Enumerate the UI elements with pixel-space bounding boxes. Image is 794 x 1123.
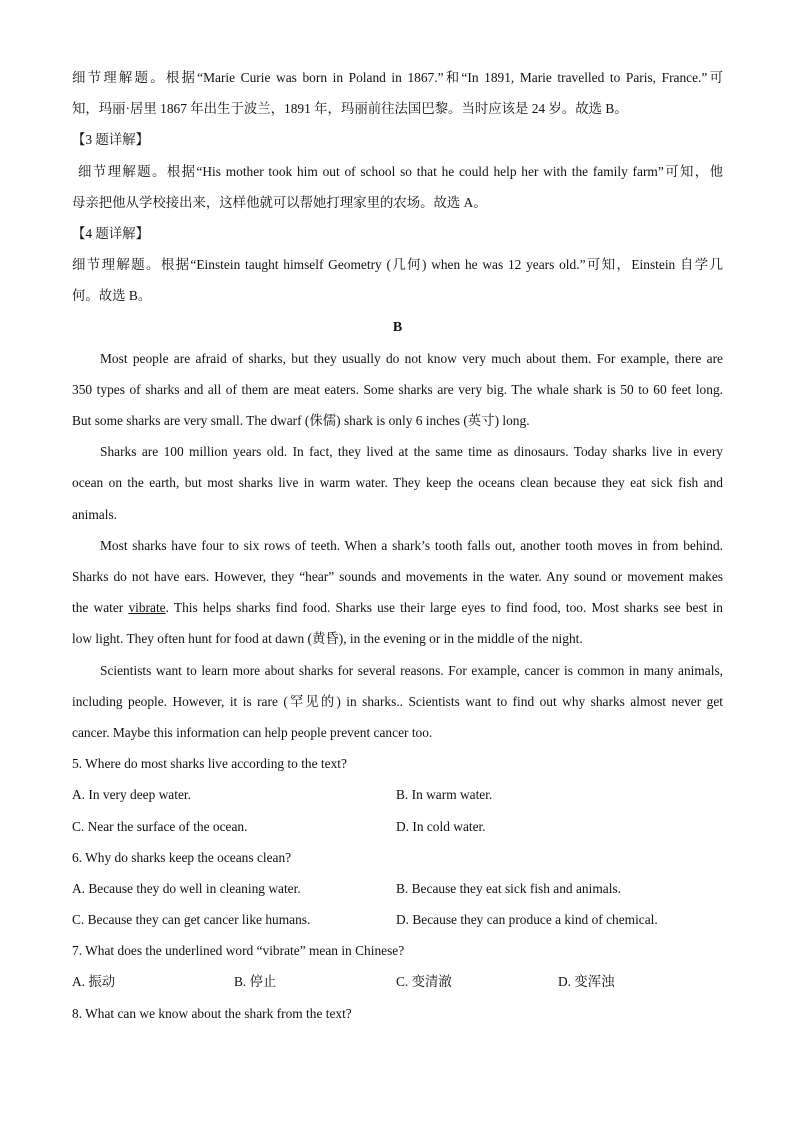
passage-p1-line-3: But some sharks are very small. The dwarf (侏儒) shark is only 6 inches (英寸) long. — [72, 413, 530, 429]
q4-explanation-line-2: 何。故选 B。 — [72, 288, 152, 304]
passage-p4-line-1: Scientists want to learn more about sharks for several reasons. For example, cancer is common in many animals, — [100, 662, 723, 678]
passage-p3-line-3-before: the water — [72, 600, 129, 616]
passage-p1-line-1: Most people are afraid of sharks, but they usually do not know very much about them. For example, there are — [100, 350, 723, 366]
question-7-options-row — [72, 966, 723, 997]
question-6-option-d: D. Because they can produce a kind of chemical. — [396, 912, 658, 928]
q4-explanation-line-1: 细节理解题。根据“Einstein taught himself Geometry (几何) when he was 12 years old.”可知，Einstein 自学几 — [72, 257, 723, 273]
passage-p4-line-2: including people. However, it is rare (罕见的) in sharks.. Scientists want to find out why sharks almost never get — [72, 693, 723, 709]
q3-explanation-line-2: 母亲把他从学校接出来，这样他就可以帮她打理家里的农场。故选 A。 — [72, 194, 487, 210]
question-6-option-a: A. Because they do well in cleaning water. — [72, 880, 301, 896]
section-title: B — [392, 319, 403, 335]
passage-p2-line-3: animals. — [72, 506, 117, 522]
question-7-option-a: A. 振动 — [72, 974, 116, 990]
question-5-options-row-1 — [72, 779, 723, 810]
q2-explanation-line-1: 细节理解题。根据“Marie Curie was born in Poland in 1867.”和“In 1891, Marie travelled to Paris, France.”可 — [72, 70, 723, 85]
passage-p4-line-3: cancer. Maybe this information can help people prevent cancer too. — [72, 724, 433, 740]
passage-p3-line-3 — [72, 592, 723, 623]
q4-header: 【4 题详解】 — [72, 225, 149, 241]
question-6-options-row-2 — [72, 904, 723, 935]
passage-p3-line-2: Sharks do not have ears. However, they “hear” sounds and movements in the water. Any sound or movement makes — [72, 569, 723, 584]
question-5-stem: 5. Where do most sharks live according to the text? — [72, 756, 347, 772]
passage-p3-line-1: Most sharks have four to six rows of teeth. When a shark’s tooth falls out, another tooth moves in from behind. — [100, 537, 723, 553]
passage-p1-line-2: 350 types of sharks and all of them are meat eaters. Some sharks are very big. The whale shark is 50 to 60 feet long. — [72, 381, 723, 397]
q3-header: 【3 题详解】 — [72, 132, 149, 148]
question-7-option-d: D. 变浑浊 — [558, 974, 615, 990]
question-5-options-row-2 — [72, 811, 723, 842]
question-5-option-c: C. Near the surface of the ocean. — [72, 818, 248, 834]
question-8-stem: 8. What can we know about the shark from the text? — [72, 1005, 352, 1021]
question-5-option-b: B. In warm water. — [396, 787, 493, 803]
question-7-stem: 7. What does the underlined word “vibrate” mean in Chinese? — [72, 943, 405, 959]
q3-explanation-line-1: 细节理解题。根据“His mother took him out of school so that he could help her with the family farm”可知，他 — [78, 163, 723, 179]
question-5-option-a: A. In very deep water. — [72, 787, 191, 803]
question-6-option-c: C. Because they can get cancer like humans. — [72, 912, 311, 928]
question-7-option-c: C. 变清澈 — [396, 974, 452, 990]
question-6-option-b: B. Because they eat sick fish and animals. — [396, 880, 621, 896]
passage-p3-line-4: low light. They often hunt for food at dawn (黄昏), in the evening or in the middle of the night. — [72, 631, 583, 647]
passage-p3-line-3-after: . This helps sharks find food. Sharks use their large eyes to find food, too. Most sharks see best in — [165, 600, 723, 616]
passage-p2-line-2: ocean on the earth, but most sharks live in warm water. They keep the oceans clean because they eat sick fish and — [72, 475, 723, 491]
question-5-option-d: D. In cold water. — [396, 818, 486, 834]
document-page — [72, 62, 723, 1029]
question-6-stem: 6. Why do sharks keep the oceans clean? — [72, 849, 292, 865]
underlined-word-vibrate: vibrate — [128, 600, 166, 616]
passage-p2-line-1: Sharks are 100 million years old. In fact, they lived at the same time as dinosaurs. Today sharks live in every — [100, 444, 723, 460]
question-7-option-b: B. 停止 — [234, 974, 277, 990]
q2-explanation-line-2: 知，玛丽·居里 1867 年出生于波兰，1891 年，玛丽前往法国巴黎。当时应该是 24 岁。故选 B。 — [72, 101, 628, 117]
question-6-options-row-1 — [72, 873, 723, 904]
